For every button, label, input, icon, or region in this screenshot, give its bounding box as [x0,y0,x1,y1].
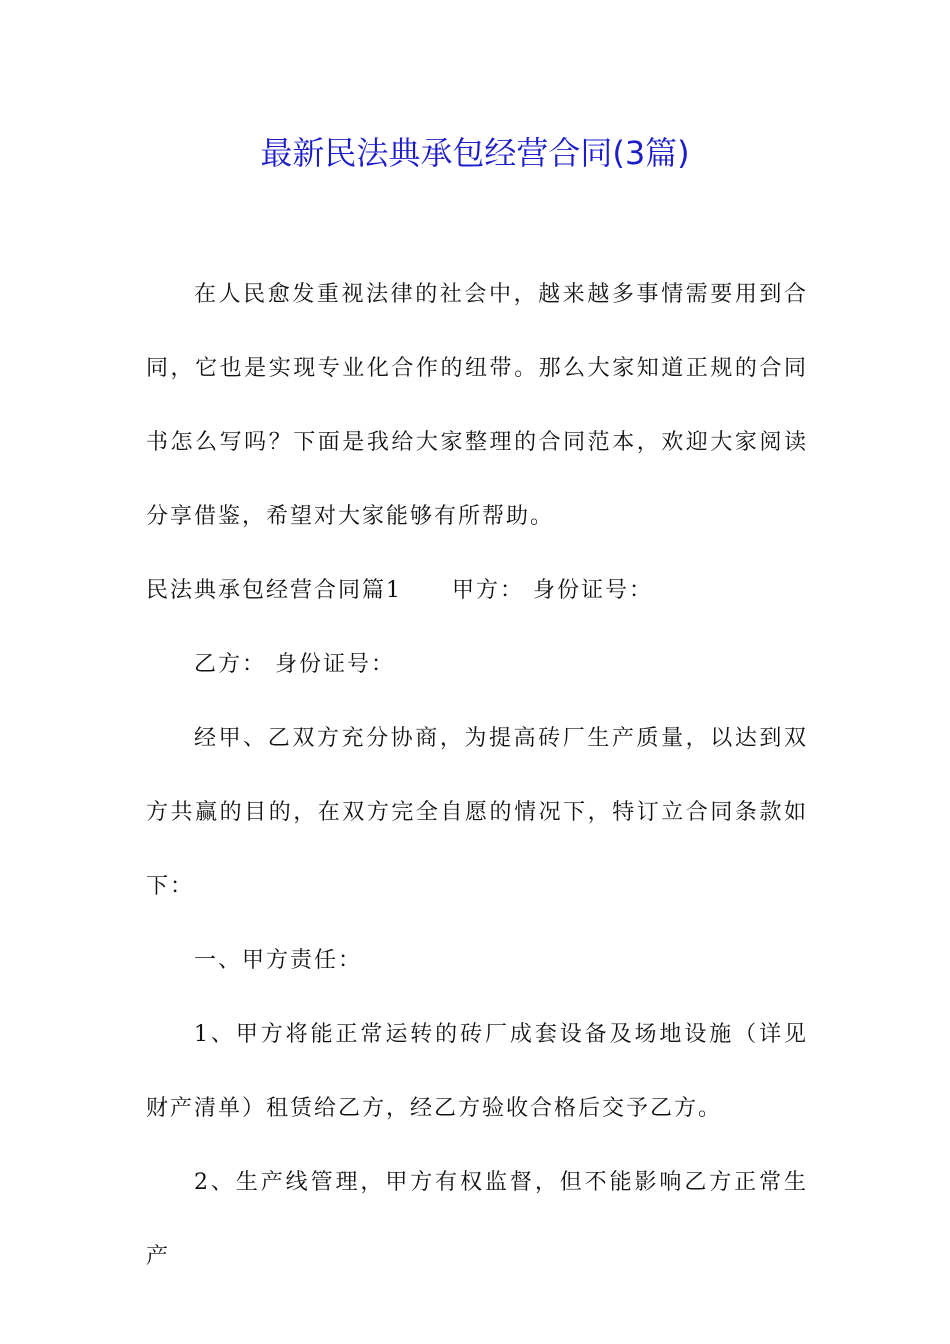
document-title: 最新民法典承包经营合同(3篇) [260,134,690,172]
section-heading-line [146,554,808,628]
intro-paragraph: 在人民愈发重视法律的社会中，越来越多事情需要用到合同，它也是实现专业化合作的纽带。那么大家知道正规的合同书怎么写吗？下面是我给大家整理的合同范本，欢迎大家阅读分享借鉴，希望对大家能够有所帮助。 [146,282,808,529]
clause-item-1: 1、甲方将能正常运转的砖厂成套设备及场地设施（详见财产清单）租赁给乙方，经乙方验收合格后交予乙方。 [146,1022,808,1121]
preamble-paragraph: 经甲、乙双方充分协商，为提高砖厂生产质量，以达到双方共赢的目的，在双方完全自愿的情况下，特订立合同条款如下： [146,726,808,899]
clause-item-2: 2、生产线管理，甲方有权监督，但不能影响乙方正常生产 [146,1170,808,1269]
clause-heading: 一、甲方责任： [194,948,363,973]
party-b-line: 乙方： 身份证号： [194,652,395,677]
section-heading: 民法典承包经营合同篇1 [146,578,402,603]
document-body [146,258,808,1294]
party-a-line: 甲方： 身份证号： [452,578,653,603]
